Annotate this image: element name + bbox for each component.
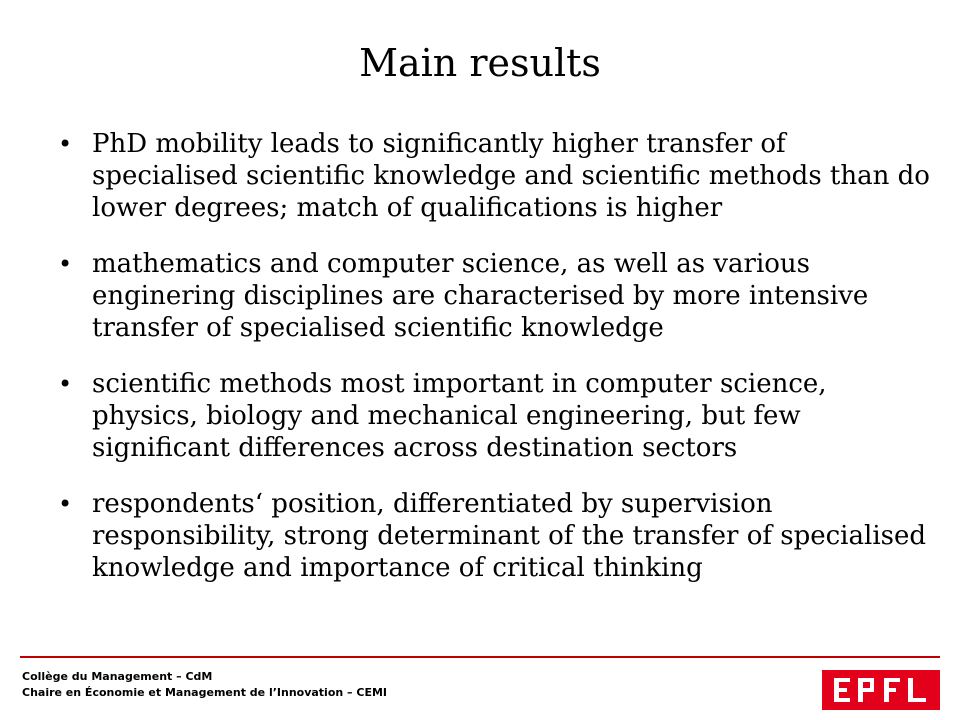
bullet-marker: • [58,490,73,518]
bullet-item [58,128,938,224]
bullet-text: scientific methods most important in computer science, physics, biology and mechanical engineering, but few significant differences across destination sectors [92,369,827,463]
epfl-logo-icon [822,670,940,710]
bullet-marker: • [58,250,73,278]
footer-divider [20,656,940,658]
bullet-text: mathematics and computer science, as well as various enginering disciplines are characterised by more intensive transfer of specialised scientific knowledge [92,249,869,343]
bullet-item [58,488,938,584]
bullet-item [58,248,938,344]
bullet-list [58,128,938,608]
bullet-marker: • [58,130,73,158]
bullet-item [58,368,938,464]
bullet-text: PhD mobility leads to significantly higher transfer of specialised scientific knowledge and scientific methods than do lower degrees; match of qualifications is higher [92,129,930,223]
footer-chair: Chaire en Économie et Management de l’Innovation – CEMI [22,686,388,699]
bullet-text: respondents‘ position, differentiated by supervision responsibility, strong determinant of the transfer of specialised knowledge and importance of critical thinking [92,489,927,583]
slide-footer [0,656,960,720]
footer-institution: Collège du Management – CdM [22,670,213,683]
bullet-marker: • [58,370,73,398]
slide-title: Main results [359,41,601,85]
